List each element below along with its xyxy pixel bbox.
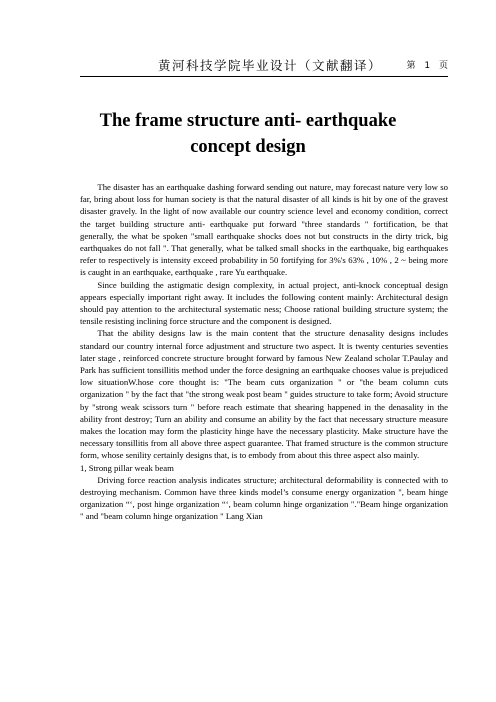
paragraph: That the ability designs law is the main content that the structure denasality designs includes standard our country internal force adjustment and structure two aspect. It is twenty centuries seventies later stage , reinforced concrete structure brought forward by famous New Zealand scholar T.Paulay and Park has sufficient tonsillitis method under the force designing an earthquake chooses value is prejudiced low situationW.hose core thought is: "The beam cuts organization " or "the beam column cuts organization " by the fact that "the strong weak post beam " guides structure to take form; Avoid structure by "strong weak scissors turn " before reach estimate that shearing happened in the denasality in the ability front destroy; Turn an ability and consume an ability by the fact that necessary structure measure makes the location may form the plasticity hinge have the necessary plasticity. Make structure have the necessary tonsillitis from all above three aspect guarantee. That framed structure is the common structure form, whose senility certainly designs that, is to embody from about this three aspect also mainly. — [80, 328, 448, 461]
document-body — [80, 181, 448, 523]
page-number: 1 — [424, 61, 431, 71]
page-suffix: 页 — [438, 61, 448, 71]
header-title: 黄河科技学院毕业设计（文献翻译） — [158, 58, 383, 73]
page-header — [80, 56, 448, 77]
paragraph: Driving force reaction analysis indicates structure; architectural deformability is connected with to destroying mechanism. Common have three kinds model’s consume energy organization ", beam hinge organization “‘, post hinge organization “‘, beam column hinge organization "."Beam hinge organization " and "beam column hinge organization " Lang Xian — [80, 474, 448, 522]
document-title: The frame structure anti- earthquake concept design — [99, 111, 397, 157]
section-heading: 1, Strong pillar weak beam — [80, 462, 174, 473]
header-page-number — [400, 58, 448, 71]
paragraph: The disaster has an earthquake dashing forward sending out nature, may forecast nature very low so far, bring about loss for human society is that the natural disaster of all kinds is hit by one of the gravest disaster gravely. In the light of now available our country science level and economy condition, correct the target building structure anti- earthquake put forward "three standards " fortification, be that generally, the what be spoken "small earthquake shocks does not but constructs in the dirty trick, big earthquakes do not fall ". That generally, what be talked small shocks in the earthquake, big earthquakes refer to respectively is intensity exceed probability in 50 fortifying for 3%'s 63% , 10% , 2 ~ being more is caught in an earthquake, earthquake , rare Yu earthquake. — [80, 182, 448, 278]
paragraph: Since building the astigmatic design complexity, in actual project, anti-knock conceptual design appears especially important right away. It includes the following content mainly: Architectural design should pay attention to the architectural systematic ness; Choose rational building structure system; the tensile resisting inclining force structure and the component is designed. — [80, 279, 448, 327]
page-prefix: 第 — [406, 61, 416, 71]
